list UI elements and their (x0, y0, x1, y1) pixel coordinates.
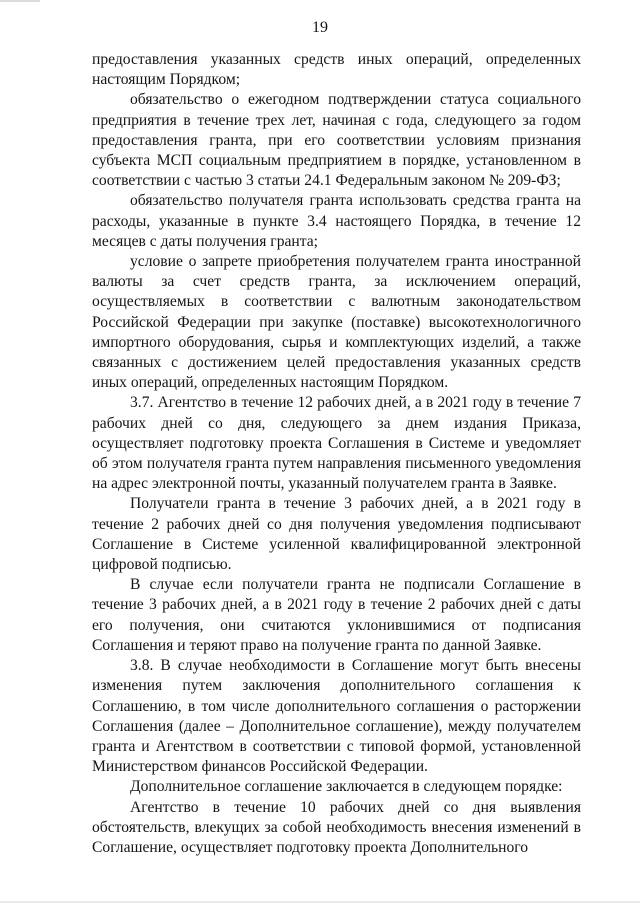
paragraph-supplementary-procedure: Дополнительное соглашение заключается в следующем порядке: (130, 778, 563, 796)
paragraph-grant-usage-obligation: обязательство получателя гранта использовать средства гранта на расходы, указанные в пункте 3.4 настоящего Порядка, в течение 12 месяцев с даты получения гранта; (92, 192, 581, 250)
paragraph-continuation: предоставления указанных средств иных операций, определенных настоящим Порядком; (92, 51, 581, 89)
paragraph-section-3-8: 3.8. В случае необходимости в Соглашение могут быть внесены изменения путем заключения дополнительного соглашения к Соглашению, в том числе дополнительного соглашения о расторжении Соглашения (далее – Дополнительное соглашение), между получателем гранта и Агентством в соответствии с типовой формой, установленной Министерством финансов Российской Федерации. (92, 657, 581, 776)
scan-bottom-edge (0, 901, 640, 903)
paragraph-evasion-clause: В случае если получатели гранта не подписали Соглашение в течение 3 рабочих дней, а в 2021 году в течение 2 рабочих дней с даты его получения, они считаются уклонившимися от подписания Соглашения и теряют право на получение гранта по данной Заявке. (92, 576, 581, 654)
paragraph-currency-prohibition: условие о запрете приобретения получателем гранта иностранной валюты за счет средств гранта, за исключением операций, осуществляемых в соответствии с валютным законодательством Российской Федерации при закупке (поставке) высокотехнологичного импортного оборудования, сырья и комплектующих изделий, а также связанных с достижением целей предоставления указанных средств иных операций, определенных настоящим Порядком. (92, 253, 581, 392)
scan-edge-mark (0, 0, 40, 8)
paragraph-agency-preparation: Агентство в течение 10 рабочих дней со дня выявления обстоятельств, влекущих за собой необходимость внесения изменений в Соглашение, осуществляет подготовку проекта Дополнительного (92, 798, 581, 856)
paragraph-signing-deadline: Получатели гранта в течение 3 рабочих дней, а в 2021 году в течение 2 рабочих дней со дня получения уведомления подписывают Соглашение в Системе усиленной квалифицированной электронной цифровой подписью. (92, 495, 581, 574)
document-body (92, 50, 581, 858)
paragraph-section-3-7: 3.7. Агентство в течение 12 рабочих дней, а в 2021 году в течение 7 рабочих дней со дня, следующего за днем издания Приказа, осуществляет подготовку проекта Соглашения в Системе и уведомляет об этом получателя гранта путем направления письменного уведомления на адрес электронной почты, указанный получателем гранта в Заявке. (92, 394, 581, 493)
paragraph-social-enterprise-obligation: обязательство о ежегодном подтверждении статуса социального предприятия в течение трех лет, начиная с года, следующего за годом предоставления гранта, при его соответствии условиям признания субъекта МСП социальным предприятием в порядке, установленном в соответствии с частью 3 статьи 24.1 Федеральным законом № 209-ФЗ; (92, 91, 581, 190)
page-number: 19 (312, 19, 328, 36)
